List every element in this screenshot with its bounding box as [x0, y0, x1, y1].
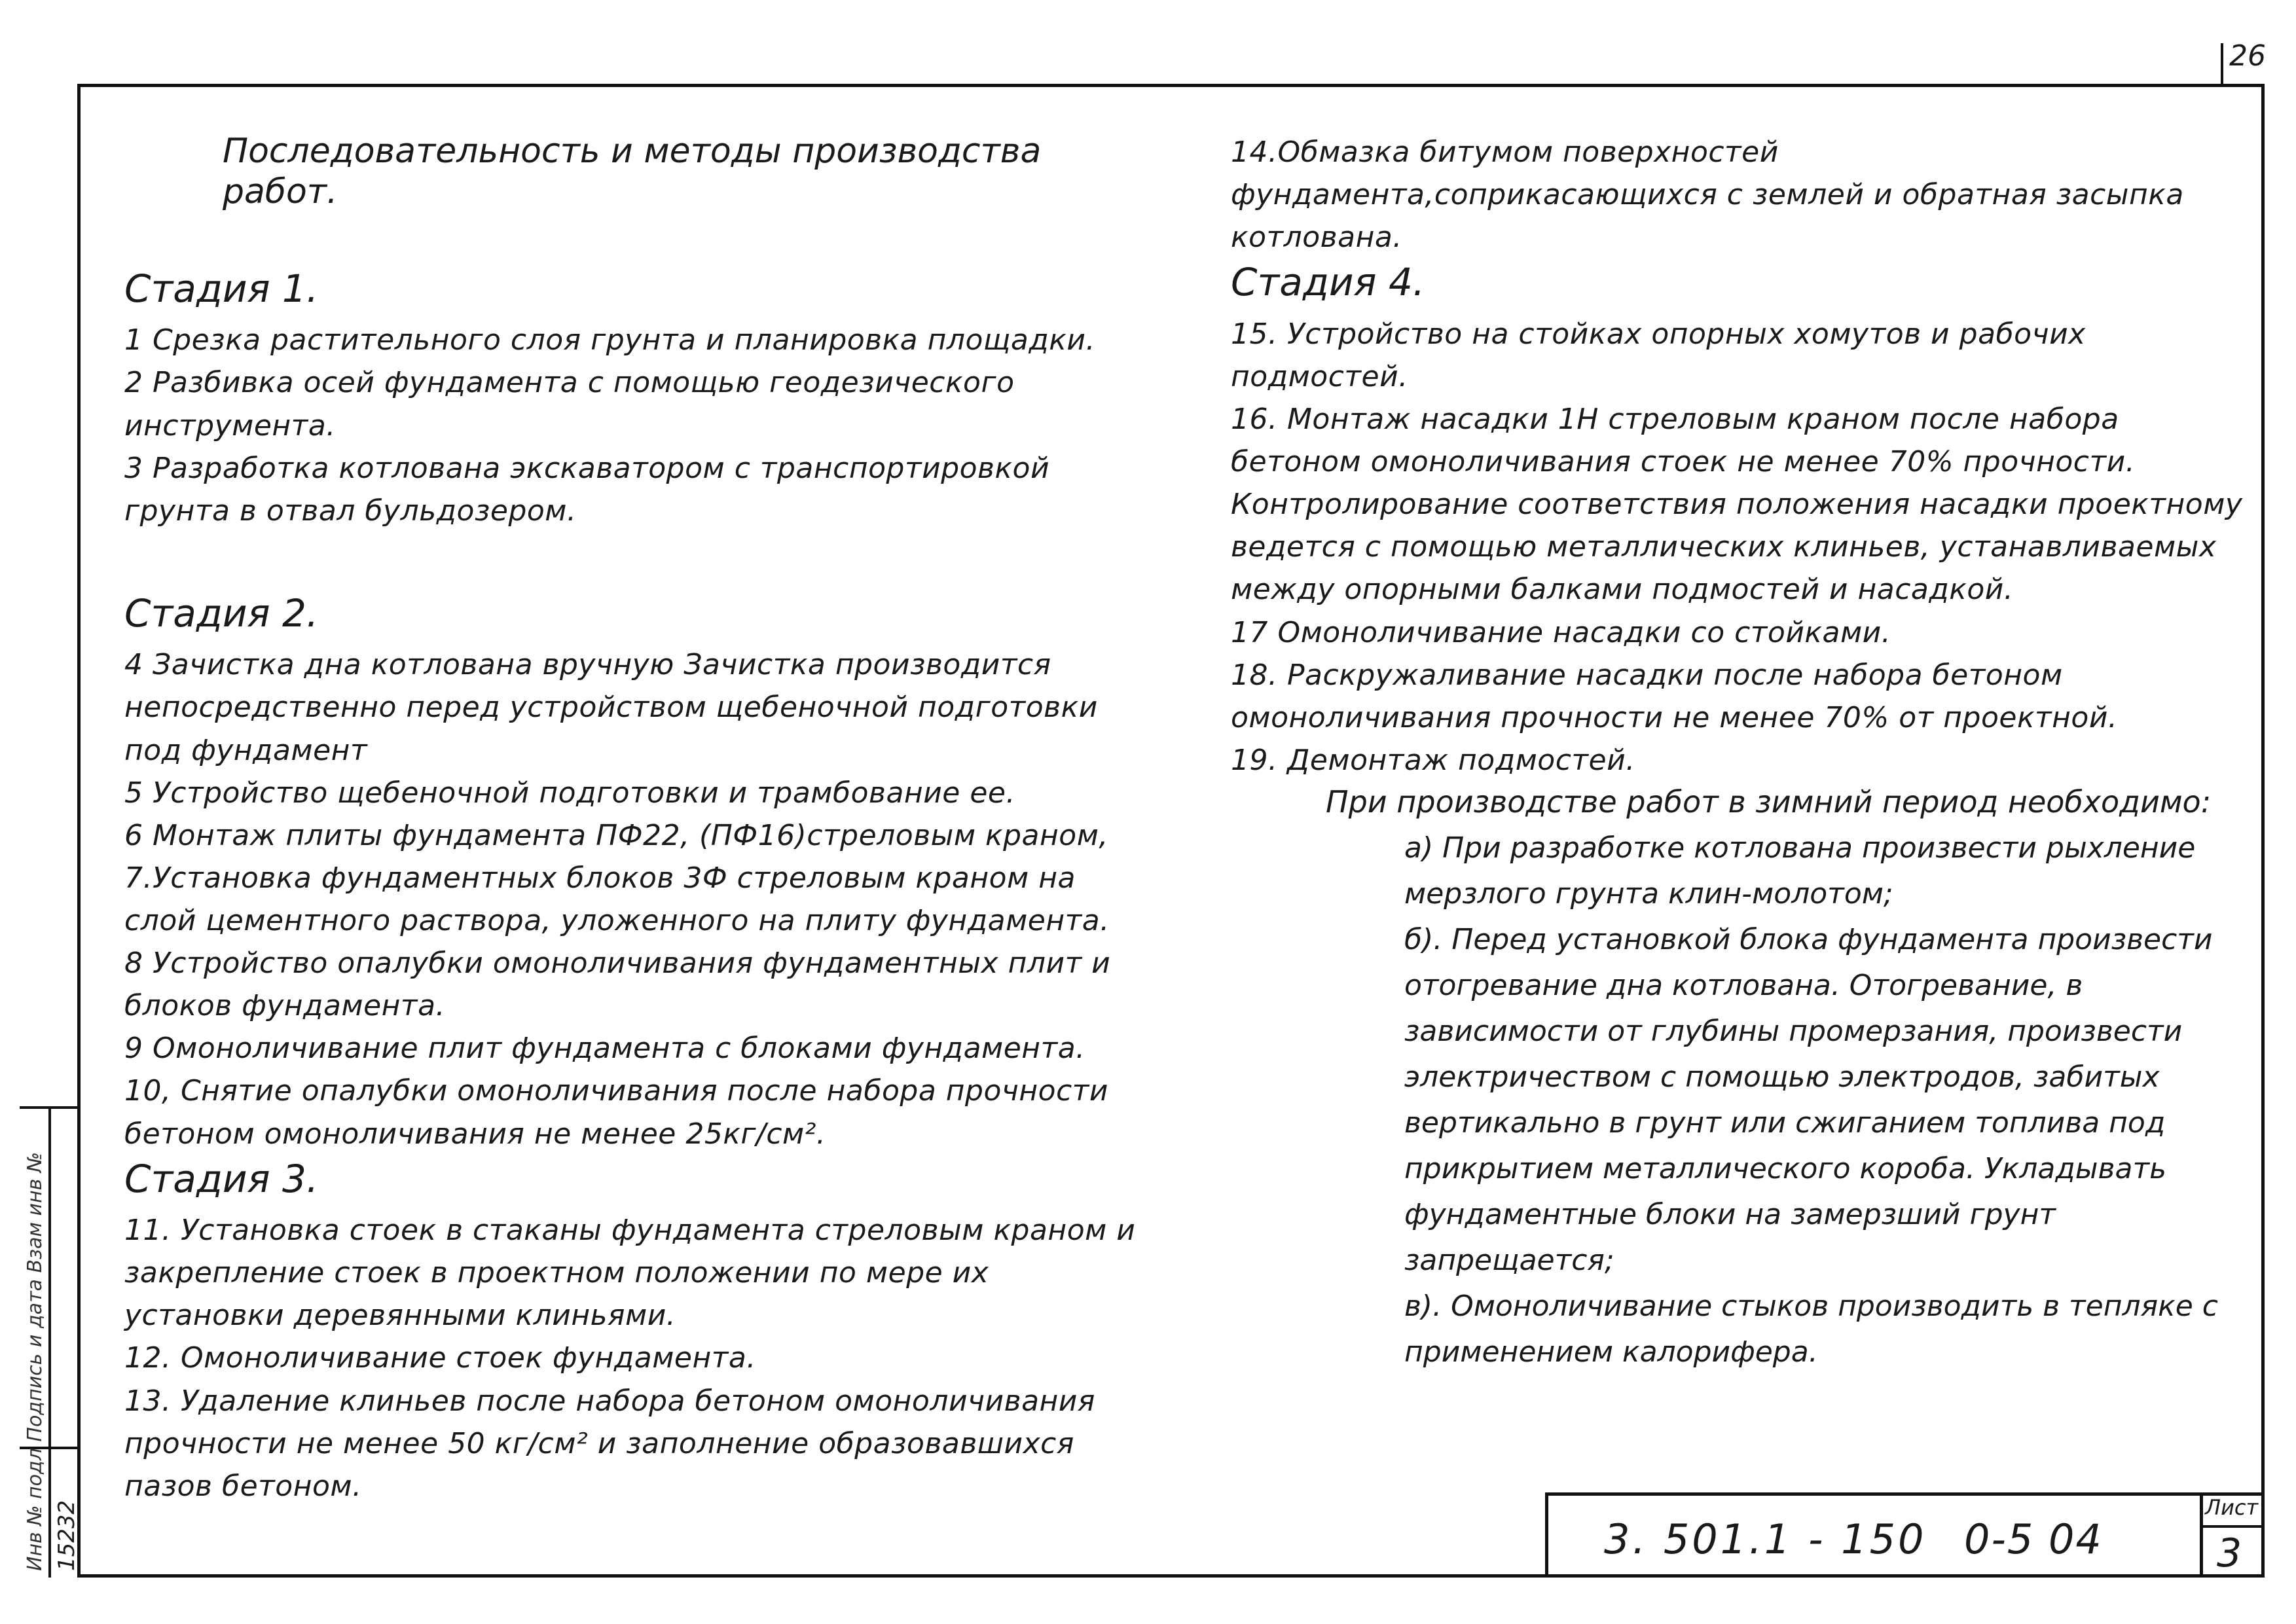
left-column-content: [124, 265, 1146, 1507]
side-stamp-divider: [48, 1106, 51, 1578]
document-suffix: 0-5 04: [1964, 1515, 2103, 1563]
sheet-number: 3: [2217, 1530, 2242, 1576]
page-number: 26: [2229, 39, 2266, 73]
work-step: 3 Разработка котлована экскаватором с транспортировкой грунта в отвал бульдозером.: [124, 451, 1050, 528]
winter-item-b: б). Перед установкой блока фундамента произвести отогревание дна котлована. Отогревание, в зависимости от глубины промерзания, произвести электричеством с помощью электродов, забитых вертикально в грунт или сжиганием топлива под прикрытием металлического короба. Укладывать фундаментные блоки на замерзший грунт запрещается;: [1404, 923, 2213, 1277]
sheet-cell-divider: [2200, 1525, 2265, 1528]
page-number-divider: [2221, 43, 2223, 84]
right-column-content: [1231, 131, 2252, 782]
work-step: 10, Снятие опалубки омоноличивания после набора прочности бетоном омоноличивания не менее 25кг/см².: [124, 1074, 1108, 1151]
stage-heading: Стадия 3.: [124, 1156, 319, 1201]
right-column: [1231, 131, 2252, 782]
work-step: 8 Устройство опалубки омоноличивания фундаментных плит и блоков фундамента.: [124, 947, 1111, 1023]
work-step: 14.Обмазка битумом поверхностей фундамента,соприкасающихся с землей и обратная засыпка котлована.: [1231, 135, 2184, 255]
winter-intro: При производстве работ в зимний период необходимо:: [1326, 784, 2212, 820]
work-step: 19. Демонтаж подмостей.: [1231, 743, 1635, 777]
side-stamp-number: 15232: [54, 1500, 80, 1571]
work-step: 13. Удаление клиньев после набора бетоном омоноличивания прочности не менее 50 кг/см² и заполнение образовавшихся пазов бетоном.: [124, 1384, 1095, 1503]
work-step: 2 Разбивка осей фундамента с помощью геодезического инструмента.: [124, 366, 1015, 442]
work-step: 17 Омоноличивание насадки со стойками.: [1231, 615, 1891, 649]
page-title: Последовательность и методы производства работ.: [223, 132, 1042, 212]
section-gap: [124, 532, 1146, 590]
work-step: 6 Монтаж плиты фундамента ПФ22, (ПФ16)стреловым краном,: [124, 818, 1108, 852]
work-step: 11. Установка стоек в стаканы фундамента стреловым краном и закрепление стоек в проектном положении по мере их установки деревянными клиньями.: [124, 1214, 1136, 1333]
document-code: 3. 501.1 - 150: [1604, 1515, 1927, 1563]
work-step: 9 Омоноличивание плит фундамента с блоками фундамента.: [124, 1032, 1085, 1066]
side-stamp-text: Инв № подл Подпись и дата Взам инв №: [24, 1151, 46, 1571]
winter-section: [1326, 779, 2229, 1375]
sheet-label: Лист: [2205, 1495, 2259, 1520]
work-step: 7.Установка фундаментных блоков 3Ф стреловым краном на слой цементного раствора, уложенного на плиту фундамента.: [124, 861, 1110, 937]
work-step: 16. Монтаж насадки 1Н стреловым краном после набора бетоном омоноличивания стоек не менее 70% прочности. Контролирование соответствия положения насадки проектному ведется с помощью металлических клиньев, устанавливаемых между опорными балками подмостей и насадкой.: [1231, 403, 2243, 607]
work-step: 5 Устройство щебеночной подготовки и трамбование ее.: [124, 776, 1015, 810]
stage-heading: Стадия 2.: [124, 590, 319, 636]
work-step: 4 Зачистка дна котлована вручную Зачистка производится непосредственно перед устройством щебеночной подготовки под фундамент: [124, 648, 1098, 767]
work-step: 15. Устройство на стойках опорных хомутов и рабочих подмостей.: [1231, 317, 2086, 393]
stage-heading: Стадия 1.: [124, 266, 319, 311]
winter-item-c: в). Омоноличивание стыков производить в тепляке с применением калорифера.: [1404, 1289, 2218, 1369]
work-step: 18. Раскружаливание насадки после набора бетоном омоноличивания прочности не менее 70% от проектной.: [1231, 658, 2118, 734]
stage-heading: Стадия 4.: [1231, 260, 1425, 305]
left-column: [124, 131, 1146, 1507]
winter-item-a: а) При разработке котлована произвести рыхление мерзлого грунта клин-молотом;: [1404, 831, 2196, 911]
work-step: 12. Омоноличивание стоек фундамента.: [124, 1341, 756, 1375]
work-step: 1 Срезка растительного слоя грунта и планировка площадки.: [124, 323, 1095, 357]
